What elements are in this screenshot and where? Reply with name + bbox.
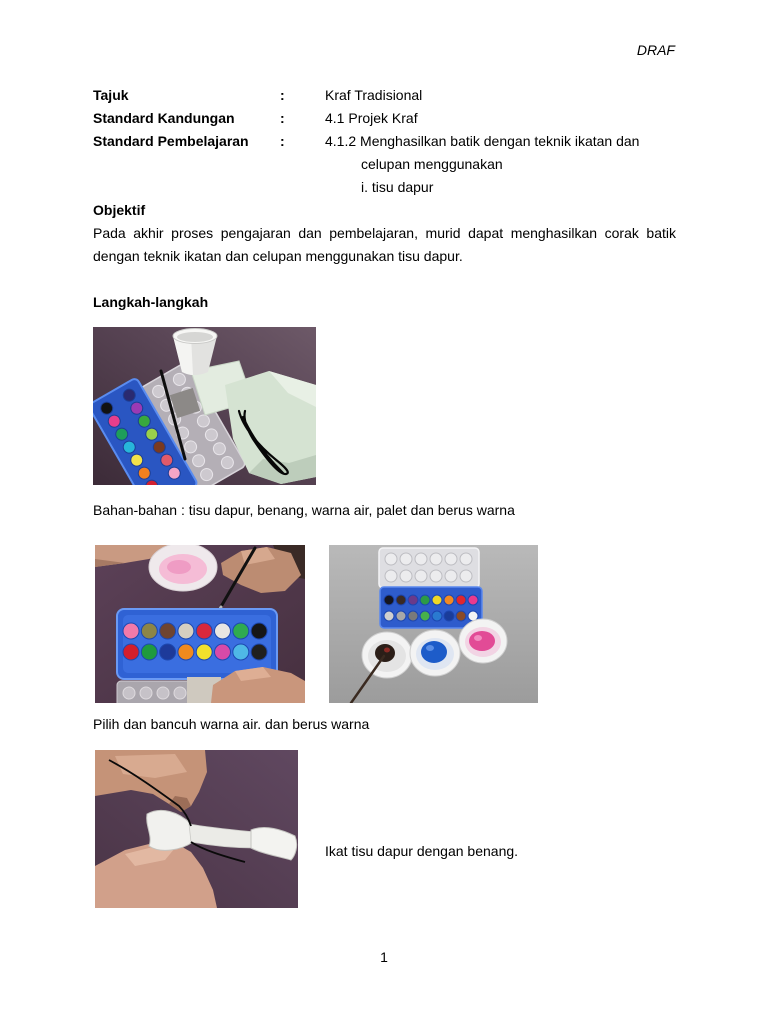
palette-well [430, 553, 442, 565]
info-colon: : [280, 110, 285, 126]
palette-well [140, 687, 152, 699]
info-colon: : [280, 133, 285, 149]
page-number: 1 [380, 949, 388, 965]
paint-pan [420, 611, 430, 621]
palette-well [123, 687, 135, 699]
info-value: 4.1.2 Menghasilkan batik dengan teknik ikatan dan [325, 133, 640, 149]
paint-pan [456, 611, 466, 621]
paint-pan [215, 644, 231, 660]
paint-pan [178, 644, 194, 660]
palette-well [385, 570, 397, 582]
info-row-standard-pembelajaran [93, 130, 693, 153]
step-caption: Ikat tisu dapur dengan benang. [325, 843, 519, 859]
palette-well [460, 553, 472, 565]
photo-mixing-paint-image [95, 545, 305, 703]
paint-pan [123, 644, 139, 660]
pink-paint-center [167, 560, 191, 574]
pink-paint [469, 631, 495, 651]
paint-pan [420, 595, 430, 605]
paint-pan [196, 623, 212, 639]
steps-heading: Langkah-langkah [93, 294, 209, 310]
paint-pan [233, 623, 249, 639]
photo-tying-tissue [95, 750, 298, 908]
paint-pan [384, 611, 394, 621]
palette-well [400, 570, 412, 582]
photo-materials [93, 327, 316, 485]
paint-pan [178, 623, 194, 639]
draft-label: DRAF [636, 42, 675, 58]
paint-pan [396, 595, 406, 605]
paint-pan [444, 611, 454, 621]
paint-pan [196, 644, 212, 660]
paint-pan [468, 595, 478, 605]
palette-well [415, 553, 427, 565]
cup-inside [177, 332, 213, 342]
palette-well [415, 570, 427, 582]
palette-well [157, 687, 169, 699]
photo-tying-tissue-image [95, 750, 298, 908]
blue-paint [421, 641, 447, 663]
info-row-standard-kandungan [93, 107, 693, 130]
paint-pan [251, 623, 267, 639]
paint-pan [456, 595, 466, 605]
paint-highlight [426, 645, 434, 651]
info-colon: : [280, 87, 285, 103]
palette-well [385, 553, 397, 565]
photo-paint-cups-image [329, 545, 538, 703]
step-caption: Bahan-bahan : tisu dapur, benang, warna air, palet dan berus warna [93, 502, 515, 518]
cup-blue-paint [410, 630, 460, 676]
paint-pan [408, 595, 418, 605]
cup-dark-paint [362, 632, 412, 678]
palette-well [430, 570, 442, 582]
paint-pan [384, 595, 394, 605]
paint-pan [432, 611, 442, 621]
paint-pan [160, 644, 176, 660]
paint-highlight [384, 648, 390, 653]
photo-materials-image [93, 327, 316, 485]
info-value-continuation: celupan menggunakan [361, 156, 503, 172]
photo-paint-cups [329, 545, 538, 703]
paint-pan [160, 623, 176, 639]
paint-pan [215, 623, 231, 639]
palette-well [460, 570, 472, 582]
mixing-bowl [149, 545, 217, 591]
paint-pan [233, 644, 249, 660]
paint-pan [408, 611, 418, 621]
info-value-continuation: i. tisu dapur [361, 179, 434, 195]
palette-well [174, 687, 186, 699]
watercolor-palette-body [380, 587, 482, 628]
paint-pan [123, 623, 139, 639]
dark-paint [375, 644, 395, 662]
paint-pan [396, 611, 406, 621]
cup-pink-paint [459, 619, 507, 663]
info-label: Tajuk [93, 87, 129, 103]
paint-pan [444, 595, 454, 605]
palette-well [445, 570, 457, 582]
info-label: Standard Pembelajaran [93, 133, 249, 149]
info-label: Standard Kandungan [93, 110, 235, 126]
objective-text: Pada akhir proses pengajaran dan pembelajaran, murid dapat menghasilkan corak batik dengan teknik ikatan dan celupan menggunakan tisu dapur. [93, 225, 676, 264]
paint-pan [432, 595, 442, 605]
palette-well [400, 553, 412, 565]
plastic-palette [379, 548, 479, 588]
info-value: Kraf Tradisional [325, 87, 423, 103]
paint-highlight [474, 635, 482, 641]
palette-well [445, 553, 457, 565]
objective-heading: Objektif [93, 202, 146, 218]
watercolor-palette [380, 587, 482, 628]
info-value: 4.1 Projek Kraf [325, 110, 418, 126]
step-caption: Pilih dan bancuh warna air. dan berus warna [93, 716, 370, 732]
photo-mixing-paint [95, 545, 305, 703]
paint-pan [251, 644, 267, 660]
paint-pan [141, 623, 157, 639]
paint-pan [141, 644, 157, 660]
info-row-tajuk [93, 84, 693, 107]
